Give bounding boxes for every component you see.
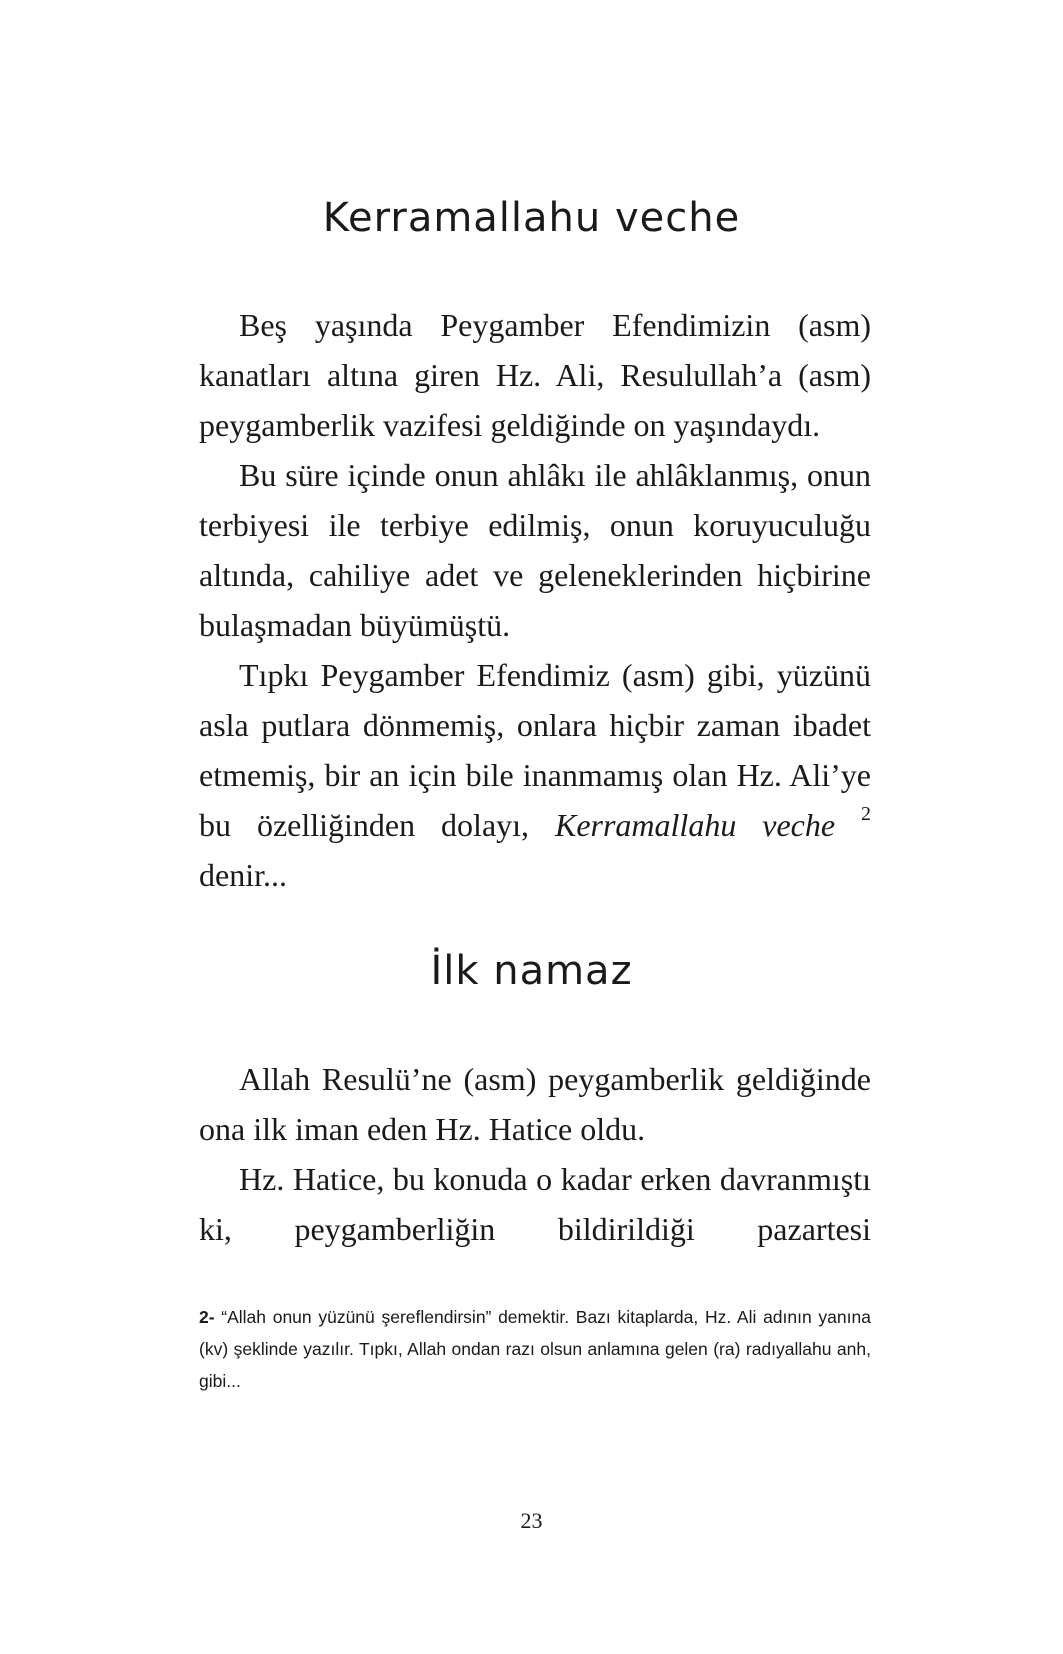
section-heading-ilk-namaz: İlk namaz: [430, 948, 633, 994]
paragraph: [199, 650, 871, 900]
paragraph: Allah Resulü’ne (asm) peygamberlik geldiğinde ona ilk iman eden Hz. Hatice oldu.: [199, 1061, 871, 1147]
section-heading-kerramallahu-veche: Kerramallahu veche: [322, 195, 741, 241]
paragraph: Beş yaşında Peygamber Efendimizin (asm) kanatları altına giren Hz. Ali, Resulullah’a (asm) peygamberlik vazifesi geldiğinde on yaşındaydı.: [199, 307, 871, 443]
italic-term: Kerramallahu veche: [554, 807, 836, 843]
paragraph-text: Tıpkı Peygamber Efendimiz (asm) gibi, yüzünü asla putlara dönmemiş, onlara hiçbir zaman ibadet etmemiş, bir an için bile inanmamış olan Hz. Ali’ye bu özelliğinden dolayı,: [199, 657, 871, 843]
paragraph: Bu süre içinde onun ahlâkı ile ahlâklanmış, onun terbiyesi ile terbiye edilmiş, onun koruyuculuğu altında, cahiliye adet ve geleneklerinden hiçbirine bulaşmadan büyümüştü.: [199, 457, 871, 643]
footnote-text: “Allah onun yüzünü şereflendirsin” demektir. Bazı kitaplarda, Hz. Ali adının yanına (kv) şeklinde yazılır. Tıpkı, Allah ondan razı olsun anlamına gelen (ra) radıyallahu anh, gibi...: [199, 1307, 871, 1391]
footnote-number: 2-: [199, 1307, 215, 1327]
section-body-kerramallahu-veche: [199, 300, 871, 900]
footnote-reference: 2: [861, 803, 871, 826]
page-number: 23: [520, 1508, 543, 1533]
footnote: [199, 1301, 871, 1397]
section-body-ilk-namaz: [199, 1054, 871, 1254]
paragraph: Hz. Hatice, bu konuda o kadar erken davranmıştı ki, peygamberliğin bildirildiği pazartesi: [199, 1161, 871, 1247]
paragraph-text-end: denir...: [199, 857, 287, 893]
